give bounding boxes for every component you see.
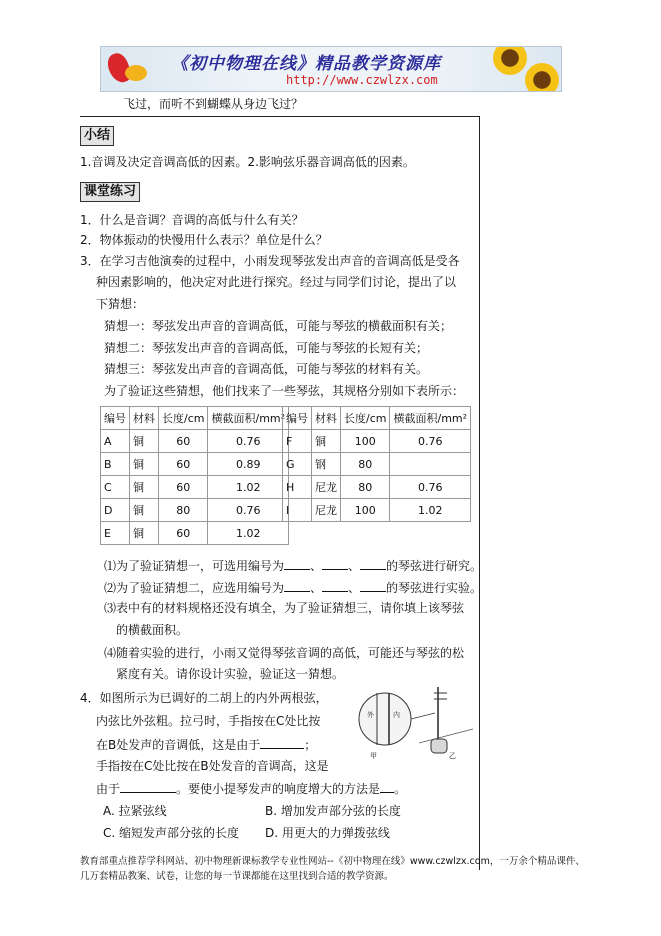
- table-header-cell: 横截面积/mm²: [390, 407, 471, 430]
- option-d[interactable]: D. 用更大的力弹拨弦线: [265, 826, 390, 840]
- guess-1: 猜想一：琴弦发出声音的音调高低，可能与琴弦的横截面积有关；: [104, 319, 453, 333]
- table-cell: 尼龙: [312, 476, 341, 499]
- svg-text:内: 内: [393, 711, 400, 719]
- answer-blank[interactable]: [322, 557, 348, 570]
- table-cell: 60: [159, 430, 208, 453]
- practice-heading: 课堂练习: [80, 182, 140, 202]
- guess-3: 猜想三：琴弦发出声音的音调高低，可能与琴弦的材料有关。: [104, 362, 429, 376]
- sub-question-2: ⑵为了验证猜想二，应选用编号为 、 、 的琴弦进行实验。: [104, 581, 483, 595]
- question-4-text: 。要使小提琴发声的响度增大的方法是: [176, 782, 381, 796]
- table-cell: 铜: [130, 499, 159, 522]
- table-cell: 0.76: [390, 476, 471, 499]
- sub-question-3-line: 的横截面积。: [116, 623, 189, 637]
- question-4-line: 内弦比外弦粗。拉弓时，手指按在C处比按: [96, 714, 321, 728]
- divider: [80, 116, 480, 117]
- table-row: [283, 499, 471, 522]
- continuation-text: 飞过，而听不到蝴蝶从身边飞过？: [123, 97, 304, 111]
- table-cell: 铜: [130, 476, 159, 499]
- question-4-punct: ；: [304, 738, 317, 752]
- table-cell: 80: [159, 499, 208, 522]
- spec-table-right: [282, 406, 471, 522]
- table-header-cell: 长度/cm: [341, 407, 390, 430]
- table-cell: 铜: [130, 453, 159, 476]
- erhu-figure: [355, 683, 480, 765]
- table-header-cell: 长度/cm: [159, 407, 208, 430]
- question-3-line: 3．在学习吉他演奏的过程中，小雨发现琴弦发出声音的音调高低是受各: [80, 254, 460, 268]
- answer-blank[interactable]: [284, 579, 310, 592]
- svg-text:外: 外: [367, 711, 374, 719]
- table-cell: 1.02: [390, 499, 471, 522]
- sub-question-2-end: 的琴弦进行实验。: [386, 581, 483, 595]
- question-1: 1．什么是音调？音调的高低与什么有关？: [80, 213, 304, 227]
- question-4-line: [96, 736, 316, 753]
- table-cell: 1.02: [208, 522, 289, 545]
- table-header-row: [283, 407, 471, 430]
- table-header-cell: 材料: [130, 407, 159, 430]
- table-cell: 60: [159, 522, 208, 545]
- site-banner: [100, 46, 562, 92]
- question-4-line: 4．如图所示为已调好的二胡上的内外两根弦，: [80, 691, 328, 705]
- question-4-text: 由于: [96, 782, 121, 796]
- table-cell: A: [101, 430, 130, 453]
- table-cell: 80: [341, 476, 390, 499]
- summary-item: 1.音调及决定音调高低的因素。2.影响弦乐器音调高低的因素。: [80, 155, 415, 169]
- table-row: [101, 522, 289, 545]
- sunflower-icon: [525, 63, 559, 92]
- question-4-punct: 。: [394, 782, 407, 796]
- table-cell[interactable]: [390, 453, 471, 476]
- table-row: [101, 453, 289, 476]
- guess-2: 猜想二：琴弦发出声音的音调高低，可能与琴弦的长短有关；: [104, 341, 429, 355]
- table-cell: 0.76: [208, 430, 289, 453]
- footer-line-1: 教育部重点推荐学科网站、初中物理新课标教学专业性网站--《初中物理在线》www.czwlzx.com，一万余个精品课件、: [80, 856, 585, 867]
- table-cell: B: [101, 453, 130, 476]
- table-row: [101, 430, 289, 453]
- answer-blank[interactable]: [360, 579, 386, 592]
- figure-label-b: 乙: [449, 752, 456, 760]
- sub-question-1: ⑴为了验证猜想一，可选用编号为 、 、 的琴弦进行研究。: [104, 559, 483, 573]
- question-4-text: 在B处发声的音调低，这是由于: [96, 738, 261, 752]
- table-cell: 100: [341, 430, 390, 453]
- table-header-row: [101, 407, 289, 430]
- table-cell: E: [101, 522, 130, 545]
- answer-blank[interactable]: [322, 579, 348, 592]
- table-cell: 1.02: [208, 476, 289, 499]
- option-a[interactable]: A. 拉紧弦线: [103, 804, 167, 818]
- table-header-cell: 编号: [101, 407, 130, 430]
- table-row: [283, 453, 471, 476]
- table-cell: G: [283, 453, 312, 476]
- sub-question-3-line: ⑶表中有的材料规格还没有填全，为了验证猜想三，请你填上该琴弦: [104, 601, 465, 615]
- sunflower-icon: [493, 46, 527, 75]
- summary-heading: 小结: [80, 126, 114, 146]
- table-header-cell: 横截面积/mm²: [208, 407, 289, 430]
- table-cell: D: [101, 499, 130, 522]
- spec-table-left: [100, 406, 289, 545]
- question-4-line: 手指按在C处比按在B处发音的音调高，这是: [96, 759, 329, 773]
- option-b[interactable]: B. 增加发声部分弦的长度: [265, 804, 401, 818]
- table-cell: H: [283, 476, 312, 499]
- question-4-line: [96, 780, 406, 797]
- question-2: 2．物体振动的快慢用什么表示？单位是什么？: [80, 233, 328, 247]
- sub-question-2-text: ⑵为了验证猜想二，应选用编号为: [104, 581, 285, 595]
- table-cell: 铜: [312, 430, 341, 453]
- table-cell: 80: [341, 453, 390, 476]
- table-header-cell: 材料: [312, 407, 341, 430]
- banner-url[interactable]: http://www.czwlzx.com: [286, 73, 438, 87]
- figure-label-a: 甲: [370, 752, 377, 760]
- table-row: [283, 430, 471, 453]
- question-3-line: 下猜想：: [96, 297, 145, 311]
- answer-blank[interactable]: [360, 557, 386, 570]
- sub-question-4-line: ⑷随着实验的进行，小雨又觉得琴弦音调的高低，可能还与琴弦的松: [104, 646, 465, 660]
- sub-question-1-end: 的琴弦进行研究。: [386, 559, 483, 573]
- sub-question-1-text: ⑴为了验证猜想一，可选用编号为: [104, 559, 285, 573]
- answer-blank[interactable]: [120, 780, 176, 793]
- table-row: [283, 476, 471, 499]
- table-cell: I: [283, 499, 312, 522]
- answer-blank[interactable]: [380, 780, 394, 793]
- table-cell: 铜: [130, 430, 159, 453]
- table-row: [101, 499, 289, 522]
- table-cell: 100: [341, 499, 390, 522]
- logo-accent-icon: [125, 65, 147, 81]
- footer-line-2: 几万套精品教案、试卷，让您的每一节课都能在这里找到合适的教学资源。: [80, 871, 394, 882]
- question-3-line: 种因素影响的，他决定对此进行探究。经过与同学们讨论，提出了以: [96, 275, 457, 289]
- table-cell: 60: [159, 453, 208, 476]
- table-row: [101, 476, 289, 499]
- table-cell: 铜: [130, 522, 159, 545]
- table-cell: 尼龙: [312, 499, 341, 522]
- answer-blank[interactable]: [284, 557, 310, 570]
- sub-question-4-line: 紧度有关。请你设计实验，验证这一猜想。: [116, 667, 345, 681]
- table-cell: 0.89: [208, 453, 289, 476]
- table-header-cell: 编号: [283, 407, 312, 430]
- table-cell: 钢: [312, 453, 341, 476]
- banner-title: 《初中物理在线》精品教学资源库: [171, 54, 441, 74]
- table-cell: C: [101, 476, 130, 499]
- table-cell: F: [283, 430, 312, 453]
- verify-text: 为了验证这些猜想，他们找来了一些琴弦，其规格分别如下表所示：: [104, 384, 465, 398]
- table-cell: 0.76: [208, 499, 289, 522]
- answer-blank[interactable]: [260, 736, 304, 749]
- table-cell: 60: [159, 476, 208, 499]
- table-cell: 0.76: [390, 430, 471, 453]
- option-c[interactable]: C. 缩短发声部分弦的长度: [103, 826, 240, 840]
